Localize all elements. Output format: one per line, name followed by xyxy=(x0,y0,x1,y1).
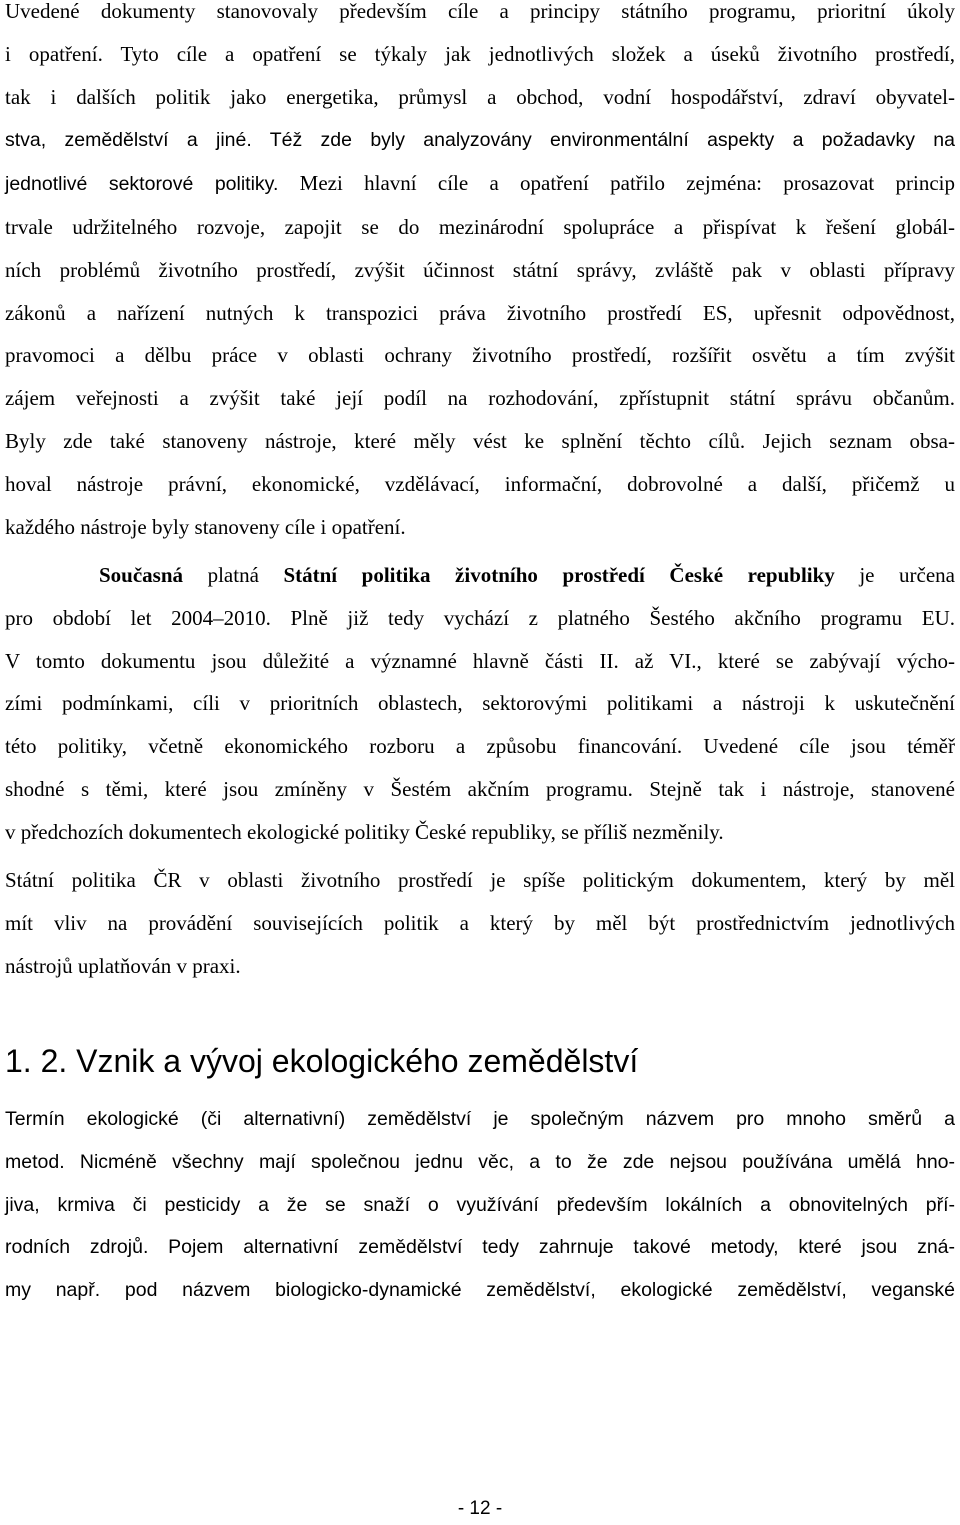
text-line: hoval nástroje právní, ekonomické, vzdělávací, informační, dobrovolné a další, přičemž u xyxy=(5,471,955,496)
text-run: platná xyxy=(183,563,284,587)
text-line: trvale udržitelného rozvoje, zapojit se do mezinárodní spolupráce a přispívat k řešení globál- xyxy=(5,214,955,239)
text-line: i opatření. Tyto cíle a opatření se týkaly jak jednotlivých složek a úseků životního prostředí, xyxy=(5,41,955,66)
text-line: nástrojů uplatňován v praxi. xyxy=(5,953,241,978)
text-line: každého nástroje byly stanoveny cíle i opatření. xyxy=(5,514,406,539)
text-line: V tomto dokumentu jsou důležité a významné hlavně části II. až VI., které se zabývají výcho- xyxy=(5,648,955,673)
bold-text: Současná xyxy=(99,563,184,587)
text-line: tak i dalších politik jako energetika, průmysl a obchod, vodní hospodářství, zdraví obyvatel- xyxy=(5,84,955,109)
text-line: zími podmínkami, cíli v prioritních oblastech, sektorovými politikami a nástroji k uskutečnění xyxy=(5,691,955,716)
paragraph-2 xyxy=(5,554,955,854)
text-line: rodních zdrojů. Pojem alternativní zemědělství tedy zahrnuje takové metody, které jsou zná- xyxy=(5,1236,955,1259)
text-line xyxy=(5,554,955,597)
sans-text: stva, zemědělství a jiné. xyxy=(5,129,252,152)
paragraph-3 xyxy=(5,859,955,987)
sans-text: Též zde byly analyzovány environmentální aspekty a požadavky na xyxy=(251,129,955,152)
text-line: zákonů a nařízení nutných k transpozici práva životního prostředí ES, upřesnit odpovědnost, xyxy=(5,300,955,325)
text-run: Mezi hlavní cíle a opatření patřilo zejména: prosazovat princip xyxy=(278,171,956,196)
text-line: mít vliv na provádění souvisejících politik a který by měl být prostřednictvím jednotlivých xyxy=(5,910,955,935)
text-line: my např. pod názvem biologicko-dynamické zemědělství, ekologické zemědělství, veganské xyxy=(5,1279,955,1302)
paragraph-1 xyxy=(5,0,955,548)
text-line: Byly zde také stanoveny nástroje, které měly vést ke splnění těchto cílů. Jejich seznam obsa- xyxy=(5,428,955,453)
section-heading: 1. 2. Vznik a vývoj ekologického zemědělství xyxy=(5,1043,639,1079)
text-line: metod. Nicméně všechny mají společnou jednu věc, a to že zde nejsou používána umělá hno- xyxy=(5,1150,955,1173)
paragraph-4 xyxy=(5,1098,955,1312)
text-line: Uvedené dokumenty stanovovaly především cíle a principy státního programu, prioritní úkoly xyxy=(5,0,955,23)
text-line: v předchozích dokumentech ekologické politiky České republiky, se příliš nezměnily. xyxy=(5,819,724,844)
text-line: pro období let 2004–2010. Plně již tedy vychází z platného Šestého akčního programu EU. xyxy=(5,605,955,630)
text-line: ních problémů životního prostředí, zvýšit účinnost státní správy, zvláště pak v oblasti přípravy xyxy=(5,257,955,282)
page-number: - 12 - xyxy=(457,1498,503,1519)
text-line: zájem veřejnosti a zvýšit také její podíl na rozhodování, zpřístupnit státní správu občanům. xyxy=(5,386,955,411)
text-line: Termín ekologické (či alternativní) zemědělství je společným názvem pro mnoho směrů a xyxy=(5,1108,955,1130)
text-line: této politiky, včetně ekonomického rozboru a způsobu financování. Uvedené cíle jsou téměř xyxy=(5,734,955,759)
text-line: shodné s těmi, které jsou zmíněny v Šestém akčním programu. Stejně tak i nástroje, stanovené xyxy=(5,776,955,801)
text-line: Státní politika ČR v oblasti životního prostředí je spíše politickým dokumentem, který by měl xyxy=(5,868,955,892)
text-line xyxy=(5,118,955,162)
text-line xyxy=(5,162,955,206)
document-title: Státní politika životního prostředí České republiky xyxy=(283,563,835,587)
sans-text: jednotlivé sektorové politiky. xyxy=(5,173,279,196)
text-line: jiva, krmiva či pesticidy a že se snaží o využívání především lokálních a obnovitelných pří- xyxy=(5,1193,955,1216)
text-line: pravomoci a dělbu práce v oblasti ochrany životního prostředí, rozšířit osvětu a tím zvýšit xyxy=(5,343,955,368)
text-run: je určena xyxy=(834,563,955,587)
